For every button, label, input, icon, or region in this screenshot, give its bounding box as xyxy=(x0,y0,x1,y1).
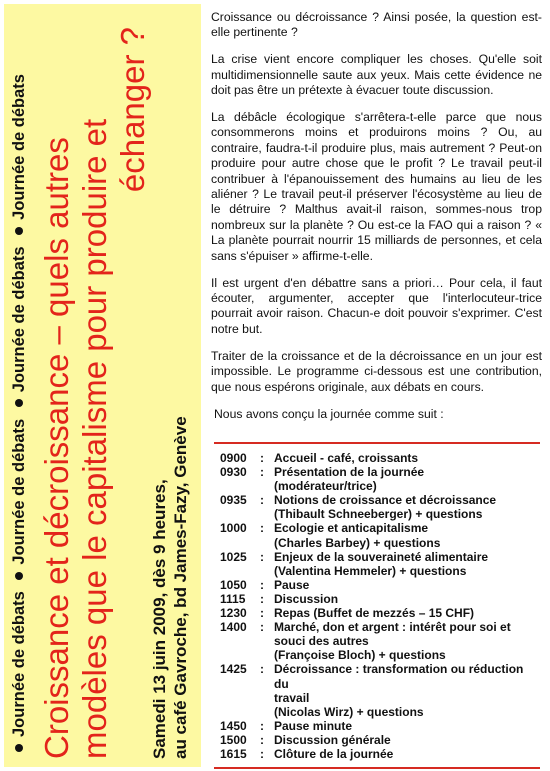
schedule-description-line: Notions de croissance et décroissance xyxy=(274,493,497,508)
schedule-description-line: Présentation de la journée xyxy=(274,465,425,480)
schedule-time: 1450 xyxy=(220,718,247,733)
schedule-description-line: (Charles Barbey) + questions xyxy=(274,535,441,550)
schedule-description xyxy=(274,451,540,465)
schedule-description xyxy=(274,747,540,761)
schedule-time: 1500 xyxy=(220,732,247,747)
schedule-time: 1400 xyxy=(220,620,247,635)
banner-header-phrase: Journée de débats xyxy=(10,74,28,220)
event-date-location xyxy=(149,19,201,759)
schedule-separator: : xyxy=(260,591,264,606)
banner-rotated-content xyxy=(4,4,201,767)
schedule-description-line: Pause xyxy=(274,577,310,592)
event-title-line-1: Croissance et décroissance – quels autres xyxy=(38,137,75,759)
schedule-time: 1615 xyxy=(220,746,247,761)
schedule-separator: : xyxy=(260,493,264,508)
schedule-description-line: Décroissance : transformation ou réduction du xyxy=(274,662,524,691)
schedule-description-line: Accueil - café, croissants xyxy=(274,451,419,465)
schedule-separator: : xyxy=(260,549,264,564)
paragraph: Croissance ou décroissance ? Ainsi posée, la question est-elle pertinente ? xyxy=(211,10,542,40)
event-title-line-2: modèles que le capitalisme pour produire et xyxy=(76,118,113,759)
schedule-row xyxy=(214,451,540,465)
schedule-time: 0900 xyxy=(220,451,247,465)
schedule-description-line: souci des autres xyxy=(274,634,369,649)
schedule-time: 1000 xyxy=(220,521,247,536)
event-title-line-3: échanger ? xyxy=(114,27,151,193)
schedule-description xyxy=(274,592,540,606)
schedule-description-line: (Françoise Bloch) + questions xyxy=(274,648,446,663)
schedule-description-line: (Thibault Schneeberger) + questions xyxy=(274,507,483,522)
paragraph: Traiter de la croissance et de la décroissance en un jour est impossible. Le programme ci-dessous est une contribution, que nous espérons originale, aux débats en cours. xyxy=(211,348,542,394)
schedule-time: 1425 xyxy=(220,662,247,677)
schedule-row xyxy=(214,550,540,578)
schedule-row xyxy=(214,493,540,521)
event-banner xyxy=(4,4,201,767)
banner-header-phrase: Journée de débats xyxy=(10,246,28,393)
schedule-description xyxy=(274,606,540,620)
schedule-separator: : xyxy=(260,451,264,465)
schedule-row xyxy=(214,719,540,733)
schedule-row xyxy=(214,606,540,620)
paragraph: La débâcle écologique s'arrêtera-t-elle parce que nous consommerons moins et produirons moins ? Ou, au contraire, faudra-t-il produire plus, mais autrement ? Peut-on produire pour autre chose que le profit ? Le travail peut-il contribuer à l'épanouissement des humains au lieu de les aliéner ? Le travail peut-il préserver l'écosystème au lieu de le détruire ? Malthus avait-il raison, sommes-nous trop nombreux sur la planète ? Ou est-ce la FAO qui a raison ? « La planète pourrait nourrir 15 milliards de personnes, et cela sans s'épuiser » affirme-t-elle. xyxy=(211,110,542,263)
schedule-description-line: Clôture de la journée xyxy=(274,746,394,761)
banner-header-phrase: Journée de débats xyxy=(10,418,28,565)
event-date-line: Samedi 13 juin 2009, dès 9 heures, xyxy=(150,479,169,759)
schedule-separator: : xyxy=(260,606,264,621)
schedule-time: 1230 xyxy=(220,606,247,621)
schedule-time: 1050 xyxy=(220,577,247,592)
schedule-description-line: Marché, don et argent : intérêt pour soi et xyxy=(274,620,511,635)
schedule-separator: : xyxy=(260,577,264,592)
schedule-separator: : xyxy=(260,718,264,733)
schedule-separator: : xyxy=(260,465,264,480)
schedule-description xyxy=(274,578,540,592)
schedule-description xyxy=(274,465,540,493)
schedule-row xyxy=(214,521,540,549)
schedule-row xyxy=(214,465,540,493)
schedule-row xyxy=(214,620,540,662)
schedule-separator: : xyxy=(260,620,264,635)
schedule-description xyxy=(274,493,540,521)
schedule-separator: : xyxy=(260,662,264,677)
article-body xyxy=(211,10,542,434)
schedule-time: 1025 xyxy=(220,549,247,564)
bullet-icon xyxy=(15,572,23,580)
schedule-description-line: Repas (Buffet de mezzés – 15 CHF) xyxy=(274,606,475,621)
schedule-separator: : xyxy=(260,521,264,536)
schedule-description xyxy=(274,733,540,747)
schedule-separator: : xyxy=(260,732,264,747)
schedule-description xyxy=(274,620,540,662)
bullet-icon xyxy=(15,399,23,407)
event-location-line: au café Gavroche, bd James-Fazy, Genève xyxy=(171,416,190,759)
schedule-row xyxy=(214,592,540,606)
schedule-description-line: Pause minute xyxy=(274,718,353,733)
schedule-description xyxy=(274,521,540,549)
schedule-time: 0935 xyxy=(220,493,247,508)
schedule-row xyxy=(214,733,540,747)
schedule-intro: Nous avons conçu la journée comme suit : xyxy=(214,406,444,421)
schedule-description-line: (modérateur/trice) xyxy=(274,479,377,494)
schedule-description-line: (Nicolas Wirz) + questions xyxy=(274,704,424,719)
bullet-icon xyxy=(15,744,23,752)
schedule-table xyxy=(214,442,540,769)
schedule-row xyxy=(214,578,540,592)
schedule-description-line: Discussion xyxy=(274,591,339,606)
paragraph: Il est urgent d'en débattre sans a priori… Pour cela, il faut écouter, argumenter, accepter que l'interlocuteur-trice pourrait avoir raison. Chacun-e doit pouvoir s'exprimer. C'est notre but. xyxy=(211,275,542,336)
schedule-row xyxy=(214,747,540,761)
schedule-description-line: travail xyxy=(274,690,310,705)
schedule-separator: : xyxy=(260,746,264,761)
schedule-description-line: Discussion générale xyxy=(274,732,391,747)
schedule-description-line: Ecologie et anticapitalisme xyxy=(274,521,429,536)
banner-header-phrase: Journée de débats xyxy=(10,591,28,737)
schedule-description xyxy=(274,662,540,718)
schedule-time: 0930 xyxy=(220,465,247,480)
paragraph: La crise vient encore compliquer les choses. Qu'elle soit multidimensionnelle saute aux yeux. Mais cette évidence ne doit pas être un prétexte à évacuer toute discussion. xyxy=(211,52,542,98)
schedule-description-line: (Valentina Hemmeler) + questions xyxy=(274,563,467,578)
schedule-row xyxy=(214,662,540,718)
bullet-icon xyxy=(15,227,23,235)
schedule-description xyxy=(274,719,540,733)
schedule-description xyxy=(274,550,540,578)
schedule-time: 1115 xyxy=(220,591,246,606)
schedule-description-line: Enjeux de la souveraineté alimentaire xyxy=(274,549,489,564)
